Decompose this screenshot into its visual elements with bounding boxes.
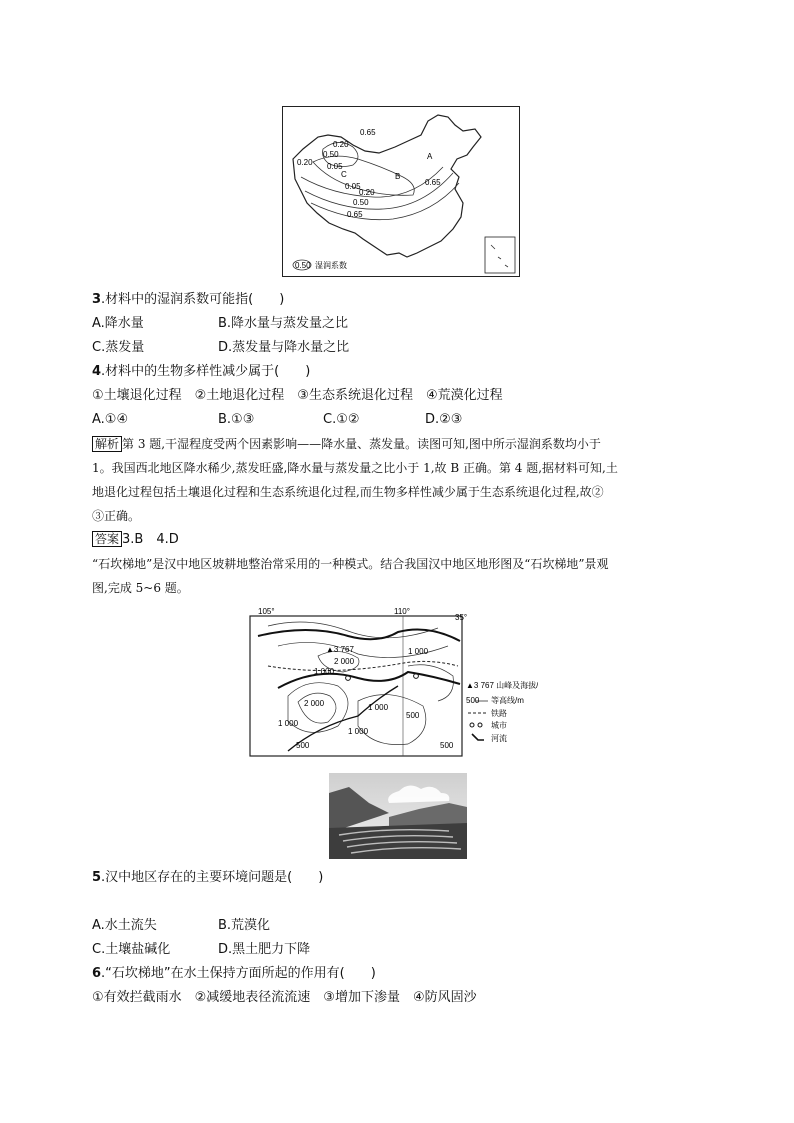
inset-box [485,237,515,273]
topographic-map-svg [248,606,538,758]
analysis-line: ③正确。 [92,509,141,523]
analysis-line: 地退化过程包括土壤退化过程和生态系统退化过程,而生物多样性减少属于生态系统退化过程,故② [92,485,604,499]
option: B.荒漠化 [218,918,271,933]
elevation-label: 2 000 [334,657,355,666]
longitude-label: 110° [394,607,410,616]
humidity-map-svg [283,107,519,276]
analysis-tag: 解析 [92,436,122,452]
legend-city: 城市 [491,721,507,730]
contour-label: 0.20 [297,158,313,167]
elevation-label: 1 000 [368,703,389,712]
answer-line [92,532,179,548]
valley [329,823,467,859]
question-number: 5 [92,870,102,885]
elevation-label: 1 000 [314,667,335,676]
contour-label: 0.65 [360,128,376,137]
elevation-label: 500 [296,741,310,750]
legend-contour-value: 500 [466,696,480,705]
option: C.蒸发量 [92,340,145,355]
question-3-stem [92,292,284,308]
contour-label: C [341,170,347,179]
intro-line: 图,完成 5~6 题。 [92,581,189,595]
legend-peak: ▲3 767 山峰及海拔/m [466,681,538,690]
longitude-label: 105° [258,607,275,616]
option: A.①④ [92,412,129,427]
question-text: .材料中的生物多样性减少属于( ) [101,364,311,379]
elevation-label: 500 [440,741,454,750]
elevation-label: 1 000 [348,727,369,736]
legend-contour: 等高线/m [491,696,524,705]
contour-label: 0.50 [353,198,369,207]
elevation-label: 500 [406,711,420,720]
analysis-text: 第 3 题,干湿程度受两个因素影响——降水量、蒸发量。读图可知,图中所示湿润系数均小于 [122,437,601,451]
contour-label: 0.65 [425,178,441,187]
question-text: .“石坎梯地”在水土保持方面所起的作用有( ) [101,966,376,981]
latitude-label: 35° [455,613,468,622]
topographic-map-figure [248,606,538,758]
elevation-label: 1 000 [408,647,429,656]
question-text: .汉中地区存在的主要环境问题是( ) [101,870,324,885]
question-text: .材料中的湿润系数可能指( ) [101,292,285,307]
question-4-items: ①土壤退化过程 ②土地退化过程 ③生态系统退化过程 ④荒漠化过程 [92,388,503,403]
option: D.②③ [425,412,463,427]
question-number: 4 [92,364,102,379]
question-number: 6 [92,966,102,981]
contour-label: A [427,152,433,161]
legend-city-symbol [470,723,474,727]
legend-river-symbol [472,734,484,740]
question-6-stem [92,966,376,982]
option: A.降水量 [92,316,144,331]
peak-label: ▲3 767 [326,645,354,654]
contour-label: 0.20 [333,140,349,149]
legend-river: 河流 [491,734,507,743]
intro-line: “石坎梯地”是汉中地区坡耕地整治常采用的一种模式。结合我国汉中地区地形图及“石坎梯地”景观 [92,557,609,571]
option: B.降水量与蒸发量之比 [218,316,349,331]
question-number: 3 [92,292,102,307]
contour-label: 0.05 [345,182,361,191]
contour-label: 0.20 [359,188,375,197]
terrace-landscape-photo [329,773,467,859]
option: D.蒸发量与降水量之比 [218,340,350,355]
analysis-line [92,436,601,452]
contour-label: 0.65 [347,210,363,219]
question-4-stem [92,364,310,380]
china-outline [293,115,481,257]
option: B.①③ [218,412,255,427]
humidity-map-figure [282,106,520,277]
legend-value: 0.50 [295,261,311,270]
option: D.黑土肥力下降 [218,942,311,957]
contour-label: B [395,172,401,181]
legend-label: 湿润系数 [315,261,347,270]
contour-label: 0.50 [323,150,339,159]
option: C.土壤盐碱化 [92,942,171,957]
elevation-label: 1 000 [278,719,299,728]
legend-railway: 铁路 [491,709,507,718]
question-5-stem [92,870,323,886]
elevation-label: 2 000 [304,699,325,708]
answer-tag: 答案 [92,531,122,547]
terrace-photo-svg [329,773,467,859]
option: C.①② [323,412,360,427]
analysis-line: 1。我国西北地区降水稀少,蒸发旺盛,降水量与蒸发量之比小于 1,故 B 正确。第 4 题,据材料可知,土 [92,461,618,475]
legend-city-symbol [478,723,482,727]
inset-islands [491,245,508,267]
question-6-items: ①有效拦截雨水 ②减缓地表径流流速 ③增加下渗量 ④防风固沙 [92,990,477,1005]
answer-text: 3.B 4.D [122,532,179,547]
contour-label: 0.05 [327,162,343,171]
option: A.水土流失 [92,918,157,933]
